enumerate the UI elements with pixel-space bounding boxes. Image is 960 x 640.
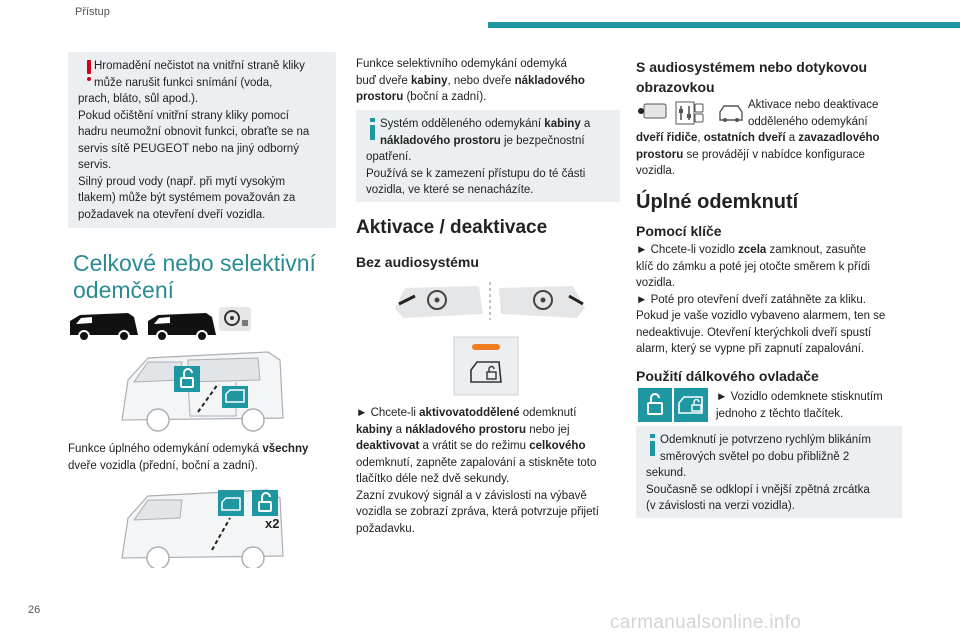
info-line: Používá se k zamezení přístupu do té části xyxy=(366,167,586,180)
unlock-button-icon xyxy=(638,388,672,422)
text: ► Chcete-li xyxy=(356,407,420,419)
text: Systém odděleného odemykání xyxy=(380,118,545,130)
audio-line xyxy=(636,147,906,164)
key-line: Pokud je vaše vozidlo vybaveno alarmem, ten se xyxy=(636,310,886,322)
bold-text: zcela xyxy=(738,244,767,256)
text: odemknutí xyxy=(519,407,577,419)
audio-line: vozidla. xyxy=(636,165,675,177)
bold-text: dveří řidiče xyxy=(636,132,698,144)
bold-text: deaktivovat xyxy=(356,440,420,452)
text: zamknout, zasuňte xyxy=(766,244,867,256)
bold-text: aktivovat xyxy=(419,407,470,419)
warning-line: požadavek na otevření dveří vozidla. xyxy=(78,208,266,221)
key-subheading: Pomocí klíče xyxy=(636,223,722,239)
info-icon xyxy=(370,118,376,140)
audio-line: odděleného odemykání xyxy=(748,115,868,128)
bold-text: nákladového prostoru xyxy=(405,423,527,436)
remote-subheading: Použití dálkového ovladače xyxy=(636,368,819,384)
no-audio-subheading: Bez audiosystému xyxy=(356,254,479,270)
header-accent-bar xyxy=(488,22,960,28)
steering-lock-icon xyxy=(218,306,252,332)
press-twice-badge: x2 xyxy=(265,516,280,531)
key-line: ► Poté pro otevření dveří zatáhněte za kliku. xyxy=(636,293,867,306)
van-door-illustration xyxy=(118,340,288,432)
van-door-illustration xyxy=(118,478,288,568)
section-heading xyxy=(73,250,333,304)
key-line: klíč do zámku a poté jej otočte směrem k přídi xyxy=(636,260,870,273)
info-box xyxy=(636,426,902,518)
text: nebo jej xyxy=(526,423,570,436)
info-line: Současně se odklopí i vnější zpětná zrcátka xyxy=(646,483,870,496)
heading-line: odemčení xyxy=(73,277,175,303)
warning-line: může narušit funkci snímání (voda, xyxy=(94,76,273,89)
info-line: sekund. xyxy=(646,467,687,479)
warning-box xyxy=(68,52,336,228)
warning-line: Silný proud vody (např. při mytí vysokým xyxy=(78,175,286,188)
full-unlock-heading: Úplné odemknutí xyxy=(636,191,799,213)
audio-line xyxy=(636,130,906,147)
step-line: Zazní zvukový signál a v závislosti na výbavě xyxy=(356,489,587,502)
warning-line: tlakem) může být systémem považován za xyxy=(78,192,296,204)
warning-line: hadru neumožní obnovit funkci, obraťte se na xyxy=(78,126,310,138)
heading-line: obrazovkou xyxy=(636,79,715,95)
key-line: vozidla. xyxy=(636,277,675,289)
text: , xyxy=(697,132,704,144)
caption-line: dveře vozidla (přední, boční a zadní). xyxy=(68,459,258,472)
info-line xyxy=(380,133,612,150)
info-line: směrových světel po dobu přibližně 2 xyxy=(660,450,850,463)
text: a xyxy=(580,118,591,130)
key-line xyxy=(636,242,906,259)
text: ► Chcete-li vozidlo xyxy=(636,244,739,256)
selective-intro xyxy=(356,56,620,106)
warning-line: Hromadění nečistot na vnitřní straně kliky xyxy=(94,60,305,72)
audio-line: Aktivace nebo deaktivace xyxy=(748,99,879,111)
activation-steps xyxy=(356,405,620,537)
activation-heading: Aktivace / deaktivace xyxy=(356,217,548,238)
van-side-icon xyxy=(70,313,138,341)
bold-text: kabiny xyxy=(544,118,581,130)
intro-line xyxy=(356,73,620,90)
remote-buttons xyxy=(638,388,710,422)
text: se provádějí v nabídce konfigurace xyxy=(683,148,865,161)
text: , nebo dveře xyxy=(447,74,515,87)
warning-line: servis. xyxy=(78,159,112,171)
intro-line: Funkce selektivního odemykání odemyká xyxy=(356,58,567,70)
bold-text: kabiny xyxy=(411,74,448,87)
text: je bezpečnostní xyxy=(500,134,585,147)
page-number: 26 xyxy=(28,604,41,616)
bold-text: zavazadlového xyxy=(798,132,880,144)
bold-text: nákladového prostoru xyxy=(380,134,501,147)
text: a xyxy=(785,132,799,144)
bold-text: oddělené xyxy=(469,407,520,419)
remote-line: jednoho z těchto tlačítek. xyxy=(716,407,844,420)
text: a xyxy=(392,423,406,436)
warning-line: servis sítě PEUGEOT nebo na jiný odborný xyxy=(78,142,299,155)
caption-line xyxy=(68,441,336,458)
audio-heading xyxy=(636,57,906,97)
step-line: odemknutí, zapněte zapalování a stiskněte toto xyxy=(356,456,597,469)
text: Funkce úplného odemykání odemyká xyxy=(68,443,263,455)
text: a vrátit se do režimu xyxy=(419,440,530,452)
step-line xyxy=(356,438,620,455)
step-line xyxy=(356,405,620,422)
bold-text: celkového xyxy=(529,440,586,452)
heading-line: S audiosystémem nebo dotykovou xyxy=(636,59,868,75)
section-label: Přístup xyxy=(75,6,110,18)
remote-line: ► Vozidlo odemknete stisknutím xyxy=(716,391,883,403)
dashboard-illustration xyxy=(393,280,588,322)
separate-unlock-button xyxy=(453,336,519,396)
warning-line: prach, bláto, sůl apod.). xyxy=(78,93,199,105)
audio-description xyxy=(636,97,906,180)
info-icon xyxy=(650,434,656,456)
info-line: (v závislosti na verzi vozidla). xyxy=(646,500,795,512)
text: (boční a zadní). xyxy=(403,91,487,103)
bold-text: ostatních dveří xyxy=(703,132,786,144)
text: buď dveře xyxy=(356,74,412,87)
step-line xyxy=(356,422,620,439)
warning-line: Pokud očištění vnitřní strany kliky pomocí xyxy=(78,109,289,122)
bold-text: kabiny xyxy=(356,423,393,436)
info-box xyxy=(356,110,620,202)
remote-instructions xyxy=(716,389,906,422)
info-line: vozidla, ve které se nenacházíte. xyxy=(366,184,534,196)
warning-icon xyxy=(85,60,93,82)
step-line: požadavku. xyxy=(356,522,415,535)
bold-text: všechny xyxy=(262,443,309,455)
watermark: carmanualsonline.info xyxy=(610,612,802,633)
key-line: nedeaktivuje. Otevření kterýchkoli dveří spustí xyxy=(636,326,872,339)
key-line: alarm, který se vypne při zapnutí zapalování. xyxy=(636,343,865,355)
intro-line xyxy=(356,89,620,106)
bold-text: nákladového xyxy=(514,74,585,87)
key-instructions xyxy=(636,242,906,358)
van-button-icon xyxy=(674,388,708,422)
info-line: opatření. xyxy=(366,151,412,163)
step-line: vozidla se zobrazí zpráva, která potvrzuje přijetí xyxy=(356,506,599,518)
info-line xyxy=(380,116,612,133)
full-unlock-caption xyxy=(68,441,336,474)
step-line: tlačítko déle než dvě sekundy. xyxy=(356,473,510,485)
van-side-icon xyxy=(148,313,216,341)
bold-text: prostoru xyxy=(636,148,684,161)
info-line: Odemknutí je potvrzeno rychlým blikáním xyxy=(660,434,871,446)
heading-line: Celkové nebo selektivní xyxy=(73,250,316,276)
bold-text: prostoru xyxy=(356,91,404,103)
